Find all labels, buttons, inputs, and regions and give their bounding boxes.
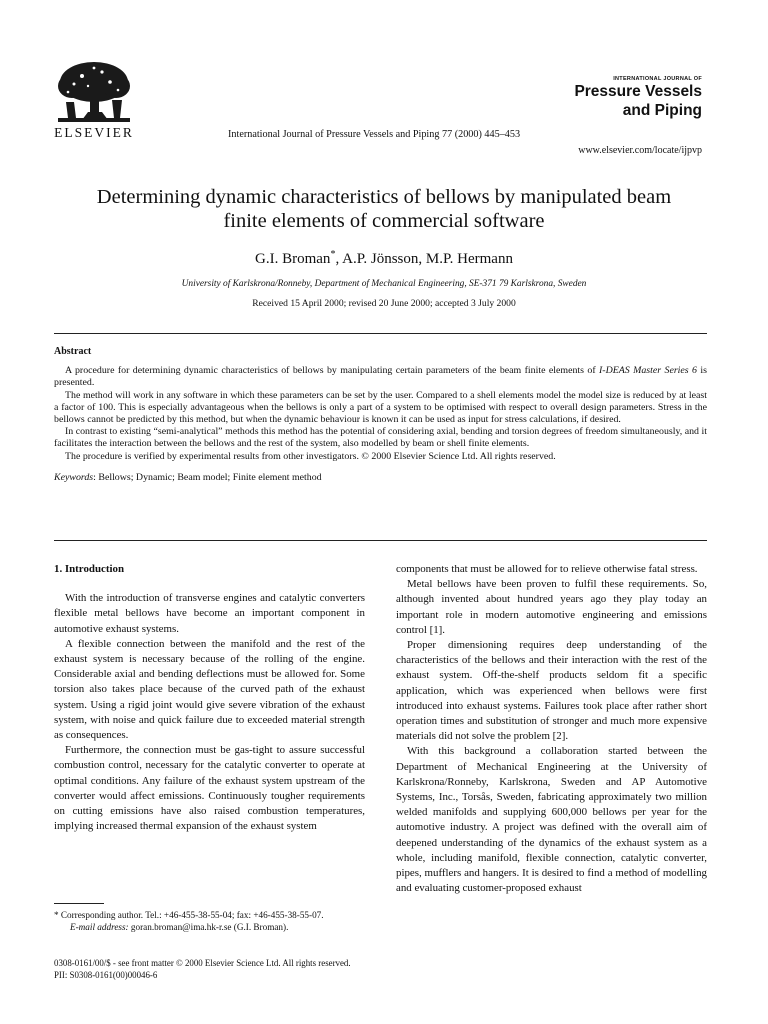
footnote (54, 909, 365, 934)
footnote-email (54, 921, 365, 933)
author-affiliation: University of Karlskrona/Ronneby, Department of Mechanical Engineering, SE-371 79 Karlskrona, Sweden (181, 279, 587, 289)
journal-brand-line2: and Piping (622, 102, 702, 119)
journal-reference: International Journal of Pressure Vessels and Piping 77 (2000) 445–453 (228, 129, 521, 140)
copyright-block (54, 958, 351, 981)
abstract-section (54, 346, 707, 484)
email-address-link[interactable]: goran.broman@ima.hk-r.se (G.I. Broman). (128, 922, 289, 933)
keywords (54, 472, 707, 484)
author-rest: , A.P. Jönsson, M.P. Hermann (335, 251, 513, 267)
footnote-rule (54, 903, 104, 904)
body-paragraph: A flexible connection between the manifold and the rest of the exhaust system is necessary because of the rolling of the engine. Considerable axial and bending deflections must be allowed for. Some torsion also takes place because of the curved path of the exhaust system. Using a rigid joint would give severe vibration of the exhaust system, with noise and quick failure due to exceeded material strength as consequences. (54, 637, 365, 742)
body-column-right (396, 562, 707, 896)
abstract-paragraph-3: In contrast to existing “semi-analytical” methods this method has the potential of considering axial, bending and torsion degrees of freedom simultaneously, and it facilitates the interaction between the bellows and the rest of the system, also modelled by beam or shell finite elements. (54, 426, 707, 450)
body-column-left (54, 562, 365, 834)
software-name: I-DEAS Master Series 6 (599, 365, 697, 377)
front-matter-line: 0308-0161/00/$ - see front matter © 2000 Elsevier Science Ltd. All rights reserved. (54, 958, 351, 968)
email-label: E-mail address: (70, 922, 129, 933)
abstract-heading: Abstract (54, 346, 92, 357)
corresponding-author-mark[interactable]: * (330, 249, 336, 260)
keywords-list: : Bellows; Dynamic; Beam model; Finite element method (93, 471, 322, 483)
title-line-1: Determining dynamic characteristics of bellows by manipulated beam (96, 186, 672, 208)
footnote-corresponding: * Corresponding author. Tel.: +46-455-38-55-04; fax: +46-455-38-55-07. (54, 910, 324, 920)
abstract-top-rule (54, 333, 707, 334)
section-heading-introduction: 1. Introduction (54, 563, 124, 575)
elsevier-tree-icon (52, 60, 136, 124)
journal-brand-small: INTERNATIONAL JOURNAL OF (613, 76, 702, 82)
article-title (40, 185, 728, 233)
body-paragraph: Proper dimensioning requires deep understanding of the characteristics of the bellows and their interaction with the rest of the exhaust system. Off-the-shelf products seldom fit a specific application, which was experienced when bellows were first introduced into exhaust systems. Failures took place after rather short operation times and substitution of stronger and much more expensive materials did not solve the problem [2]. (396, 639, 707, 743)
pii-line: PII: S0308-0161(00)00046-6 (54, 969, 158, 980)
abstract-bottom-rule (54, 540, 707, 541)
body-paragraph: With this background a collaboration started between the Department of Mechanical Engineering at the University of Karlskrona/Ronneby, Karlskrona, Sweden and AP Automotive Systems, Inc., Torsås, Sweden, fabricating approximately two million welded manifolds and supplying 600,000 bellows per year for the automotive industry. A project was defined with the overall aim of deepened understanding of the dynamics of the exhaust system as a whole, including manifold, flexible connection, catalytic converter, pipes, mufflers and hangers. It is desired to find a method of modelling and evaluating customer-proposed exhaust (396, 745, 707, 895)
body-paragraph: With the introduction of transverse engines and catalytic converters flexible metal bellows have become an important component in automotive exhaust systems. (54, 592, 365, 635)
journal-brand (574, 76, 702, 120)
title-line-2: finite elements of commercial software (223, 210, 545, 232)
journal-url-link[interactable]: www.elsevier.com/locate/ijpvp (578, 145, 702, 156)
received-dates: Received 15 April 2000; revised 20 June 2000; accepted 3 July 2000 (252, 298, 516, 309)
author-list (0, 249, 768, 268)
body-paragraph: components that must be allowed for to relieve otherwise fatal stress. (396, 563, 698, 575)
abstract-p1-tail: is presented. (54, 365, 707, 389)
publisher-name: ELSEVIER (54, 125, 134, 140)
abstract-paragraph-2: The method will work in any software in which these parameters can be set by the user. Compared to a shell elements model the model size is reduced by at least a factor of 100. This is especially advantageous when the bellows is only a part of a system to be optimised with respect to overall design parameters. Stress in the bellows cannot be predicted by this method, but when the dynamic behaviour is known it can be used as input for stress calculations, if desired. (54, 389, 707, 426)
abstract-paragraph-1 (54, 365, 707, 389)
author-first: G.I. Broman (255, 251, 331, 267)
journal-brand-line1: Pressure Vessels (574, 83, 702, 100)
elsevier-logo (52, 60, 136, 141)
body-paragraph: Metal bellows have been proven to fulfil these requirements. So, although invented about hundred years ago they play today an important role in modern automotive engineering and emissions control [1]. (396, 578, 707, 636)
keywords-label: Keywords (54, 471, 94, 483)
abstract-p1-text: A procedure for determining dynamic characteristics of bellows by manipulating certain parameters of the beam finite elements of (65, 365, 600, 377)
body-paragraph: Furthermore, the connection must be gas-tight to assure successful combustion control, necessary for the catalytic converter to operate at optimal conditions. Any failure of the exhaust system upstream of the converter would affect emissions. Continuously tougher requirements on cutting emissions have also raised combustion temperatures, implying increased thermal expansion of the exhaust system (54, 744, 365, 833)
abstract-paragraph-4: The procedure is verified by experimental results from other investigators. © 2000 Elsevier Science Ltd. All rights reserved. (65, 450, 556, 462)
